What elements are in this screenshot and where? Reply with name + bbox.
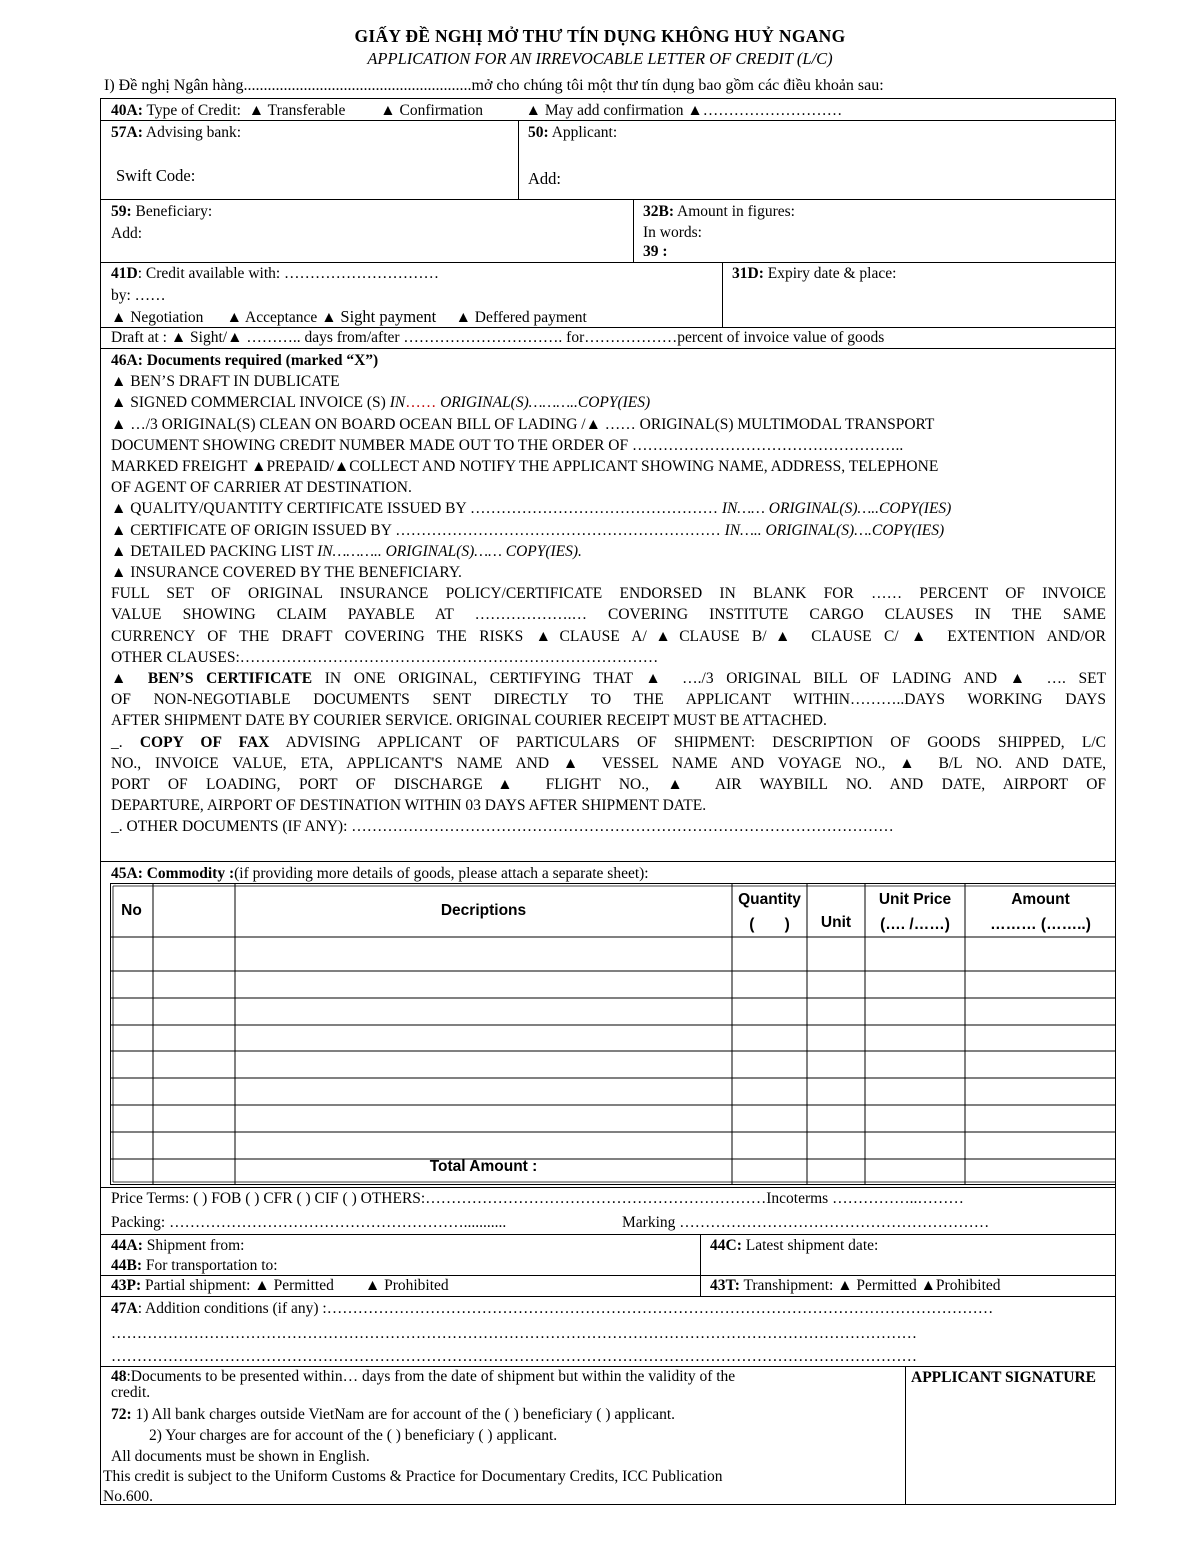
col-unit: Unit — [820, 914, 852, 931]
checkbox-icon[interactable]: ▲ — [333, 458, 350, 476]
field-39: 39 : — [643, 243, 668, 260]
divider — [100, 199, 1116, 200]
checkbox-icon[interactable]: _. — [111, 818, 123, 836]
intro-line: I) Đề nghị Ngân hàng.........................................................mở cho chúng tôi một thư tín dụng bao gồm các điều khoản sau: — [104, 77, 884, 94]
col-amount: Amount — [1011, 891, 1070, 908]
divider — [722, 262, 723, 327]
checkbox-icon[interactable]: ▲ — [525, 102, 542, 119]
checkbox-icon[interactable]: _. — [111, 733, 123, 751]
divider — [100, 861, 1116, 862]
checkbox-icon[interactable]: ▲ — [111, 542, 127, 560]
commodity-table — [110, 883, 1116, 1185]
total-amount-label: Total Amount : — [429, 1158, 538, 1175]
checkbox-icon[interactable]: ▲ — [321, 309, 337, 326]
page-subtitle: APPLICATION FOR AN IRREVOCABLE LETTER OF CREDIT (L/C) — [367, 49, 833, 68]
checkbox-icon[interactable]: ▲ — [380, 102, 396, 119]
ucp-note-cont: No.600. — [103, 1488, 153, 1505]
packing: Packing: …………………………………………………........... — [111, 1214, 507, 1231]
col-unit-price: Unit Price — [878, 891, 952, 908]
checkbox-icon[interactable]: ▲ — [687, 102, 703, 119]
applicant-add-label: Add: — [528, 169, 561, 188]
field-44b: 44B: For transportation to: — [111, 1257, 278, 1274]
field-72: 72: 1) All bank charges outside VietNam are for account of the ( ) beneficiary ( ) applicant. — [111, 1406, 676, 1423]
divider — [518, 120, 519, 199]
field-32b: 32B: Amount in figures: — [643, 203, 795, 220]
option-may-add-confirmation: May add confirmation — [544, 102, 684, 119]
ucp-note: This credit is subject to the Uniform Customs & Practice for Documentary Credits, ICC Publication — [103, 1468, 723, 1485]
field-31d: 31D: Expiry date & place: — [732, 265, 897, 282]
checkbox-icon[interactable]: ▲ — [920, 1277, 936, 1294]
checkbox-icon[interactable]: ▲ — [111, 373, 127, 391]
divider — [100, 120, 1116, 121]
conditions-line: ………………………………………………………………………………………………………………………………………… — [111, 1348, 917, 1365]
field-45a: 45A: Commodity :(if providing more details of goods, please attach a separate sheet): — [111, 865, 649, 882]
checkbox-icon[interactable]: ▲ — [254, 1277, 270, 1294]
field-57a: 57A: Advising bank: — [111, 124, 242, 141]
checkbox-icon[interactable]: ▲ — [645, 670, 670, 688]
field-50: 50: Applicant: — [528, 124, 618, 141]
checkbox-icon[interactable]: ▲ — [111, 670, 136, 688]
col-no: No — [121, 902, 142, 919]
checkbox-icon[interactable]: ▲ — [111, 415, 127, 433]
checkbox-icon[interactable]: ▲ — [111, 500, 127, 518]
checkbox-icon[interactable]: ▲ — [111, 521, 127, 539]
documents-required: 46A: Documents required (marked “X”) ▲ BEN’S DRAFT IN DUBLICATE ▲ SIGNED COMMERCIAL INVOICE (S) IN…… ORIGINAL(S)………..COPY(IES) ▲ …/3 ORIGINAL(S) CLEAN ON BOARD OCEAN BILL OF LADING /▲ …… ORIGINAL(S) MULTIMODAL TRANSPORT DOCUMENT SHOWING CREDIT NUMBER MADE OUT TO THE ORDER OF …………………………………………….. MARKED FREIGHT ▲PREPAID/▲COLLECT AND NOTIFY THE APPLICANT SHOWING NAME, ADDRESS, TELEPHONE OF AGENT OF CARRIER AT DESTINATION. ▲ QUALITY/QUANTITY CERTIFICATE ISSUED BY ………………………………………… IN…… ORIGINAL(S)…..COPY(IES) ▲ CERTIFICATE OF ORIGIN ISSUED BY ……………………………………………………… IN….. ORIGINAL(S)….COPY(IES) ▲ DETAILED PACKING LIST IN……….. ORIGINAL(S)…… COPY(IES). ▲ INSURANCE COVERED BY THE BENEFICIARY. FULL SET OF ORIGINAL INSURANCE POLICY/CERTIFICATE ENDORSED IN BLANK FOR …… PERCENT OF INVOICE VALUE SHOWING CLAIM PAYABLE AT ……………….… COVERING INSTITUTE CARGO CLAUSES IN THE SAME CURRENCY OF THE DRAFT COVERING THE RISKS ▲CLAUSE A/▲CLAUSE B/▲ CLAUSE C/ ▲ EXTENTION AND/OR OTHER CLAUSES:……………………………………………………………………… ▲ BEN’S CERTIFICATE IN ONE ORIGINAL, CERTIFYING THAT ▲ …./3 ORIGINAL BILL OF LADING AND ▲ …. SET OF NON-NEGOTIABLE DOCUMENTS SENT DIRECTLY TO THE APPLICANT WITHIN………..DAYS WORKING DAYS AFTER SHIPMENT DATE BY COURIER SERVICE. ORIGINAL COURIER RECEIPT MUST BE ATTACHED. _. COPY OF FAX ADVISING APPLICANT OF PARTICULARS OF SHIPMENT: DESCRIPTION OF GOODS SHIPPED, L/C NO., INVOICE VALUE, ETA, APPLICANT'S NAME AND ▲ VESSEL NAME AND VOYAGE NO., ▲ B/L NO. AND DATE, PORT OF LOADING, PORT OF DISCHARGE▲ FLIGHT NO., ▲ AIR WAYBILL NO. AND DATE, AIRPORT OF DEPARTURE, AIRPORT OF DESTINATION WITHIN 03 DAYS AFTER SHIPMENT DATE. _. OTHER DOCUMENTS (IF ANY): …………………………………………………………………………………………… — [111, 352, 1107, 836]
price-terms: Price Terms: ( ) FOB ( ) CFR ( ) CIF ( ) OTHERS:…………………………………………………………Incoterms ……………..……… — [111, 1190, 964, 1207]
checkbox-icon[interactable]: ▲ — [837, 1277, 853, 1294]
conditions-line: ………………………………………………………………………………………………………………………………………… — [111, 1325, 917, 1342]
page-title: GIẤY ĐỀ NGHỊ MỞ THƯ TÍN DỤNG KHÔNG HUỶ NGANG — [354, 26, 846, 46]
divider — [100, 262, 1116, 263]
divider — [633, 199, 634, 262]
col-quantity: Quantity — [738, 891, 801, 908]
col-descriptions: Decriptions — [440, 902, 527, 919]
field-59: 59: Beneficiary: — [111, 203, 213, 220]
field-72-line2: 2) Your charges are for account of the ( ) beneficiary ( ) applicant. — [149, 1427, 558, 1444]
field-40a: 40A: Type of Credit: ▲ Transferable ▲ Confirmation ▲ May add confirmation ▲……………………… — [111, 102, 843, 119]
field-43t: 43T: Transhipment: ▲ Permitted ▲Prohibited — [710, 1277, 1001, 1294]
option-confirmation: Confirmation — [399, 102, 484, 119]
checkbox-icon[interactable]: ▲ — [364, 1277, 381, 1294]
checkbox-icon[interactable]: ▲ — [585, 415, 601, 433]
divider — [100, 1366, 1116, 1367]
checkbox-icon[interactable]: ▲ — [455, 309, 471, 326]
checkbox-icon[interactable]: ▲ — [111, 394, 127, 412]
field-44a: 44A: Shipment from: — [111, 1237, 245, 1254]
field-43p: 43P: Partial shipment: ▲ Permitted ▲ Prohibited — [111, 1277, 449, 1294]
option-transferable: Transferable — [267, 102, 346, 119]
checkbox-icon[interactable]: ▲ — [911, 627, 935, 645]
by-label: by: …… — [111, 287, 166, 304]
field-47a: 47A: Addition conditions (if any) :………………………………………………………………………………………………………………… — [111, 1300, 994, 1317]
checkbox-icon[interactable]: ▲ — [1009, 670, 1034, 688]
checkbox-icon[interactable]: ▲ — [111, 564, 127, 582]
divider — [100, 1187, 1116, 1188]
checkbox-icon[interactable]: ▲ — [667, 776, 698, 794]
availability-options: ▲ Negotiation ▲ Acceptance ▲ Sight payment ▲ Deffered payment — [111, 307, 587, 326]
checkbox-icon[interactable]: ▲ — [766, 627, 799, 645]
col-unit-price-currency: (…. /……) — [880, 916, 950, 933]
checkbox-icon[interactable]: ▲ — [646, 627, 680, 645]
draft-at: Draft at : ▲ Sight/▲ ……….. days from/after …………………………. for………………percent of invoice value of goods — [111, 329, 885, 346]
field-48: 48:Documents to be presented within… days from the date of shipment but within the validity of the — [111, 1368, 736, 1385]
checkbox-icon[interactable]: ▲ — [111, 309, 127, 326]
beneficiary-add-label: Add: — [111, 225, 142, 242]
checkbox-icon[interactable]: ▲ — [482, 776, 528, 794]
col-quantity-unit: ( ) — [749, 916, 790, 933]
checkbox-icon[interactable]: ▲ — [170, 329, 187, 346]
divider — [100, 348, 1116, 349]
marking: Marking …………………………………………………… — [622, 1214, 990, 1231]
amount-in-words-label: In words: — [643, 224, 702, 241]
col-amount-currency: ……… (……..) — [990, 916, 1091, 933]
checkbox-icon[interactable]: ▲ — [251, 458, 267, 476]
divider — [100, 1234, 1116, 1235]
divider — [700, 1234, 701, 1296]
english-note: All documents must be shown in English. — [111, 1448, 370, 1465]
checkbox-icon[interactable]: ▲ — [535, 627, 560, 645]
checkbox-icon[interactable]: ▲ — [899, 754, 925, 772]
applicant-signature-label: APPLICANT SIGNATURE — [911, 1369, 1097, 1386]
divider — [100, 1296, 1116, 1297]
checkbox-icon[interactable]: ▲ — [227, 329, 243, 346]
checkbox-icon[interactable]: ▲ — [248, 102, 265, 119]
swift-code-label: Swift Code: — [116, 166, 196, 185]
field-44c: 44C: Latest shipment date: — [710, 1237, 879, 1254]
checkbox-icon[interactable]: ▲ — [562, 754, 589, 772]
divider — [905, 1366, 906, 1505]
checkbox-icon[interactable]: ▲ — [226, 309, 242, 326]
field-48-cont: credit. — [111, 1384, 151, 1401]
field-41d: 41D: Credit available with: ………………………… — [111, 265, 440, 282]
